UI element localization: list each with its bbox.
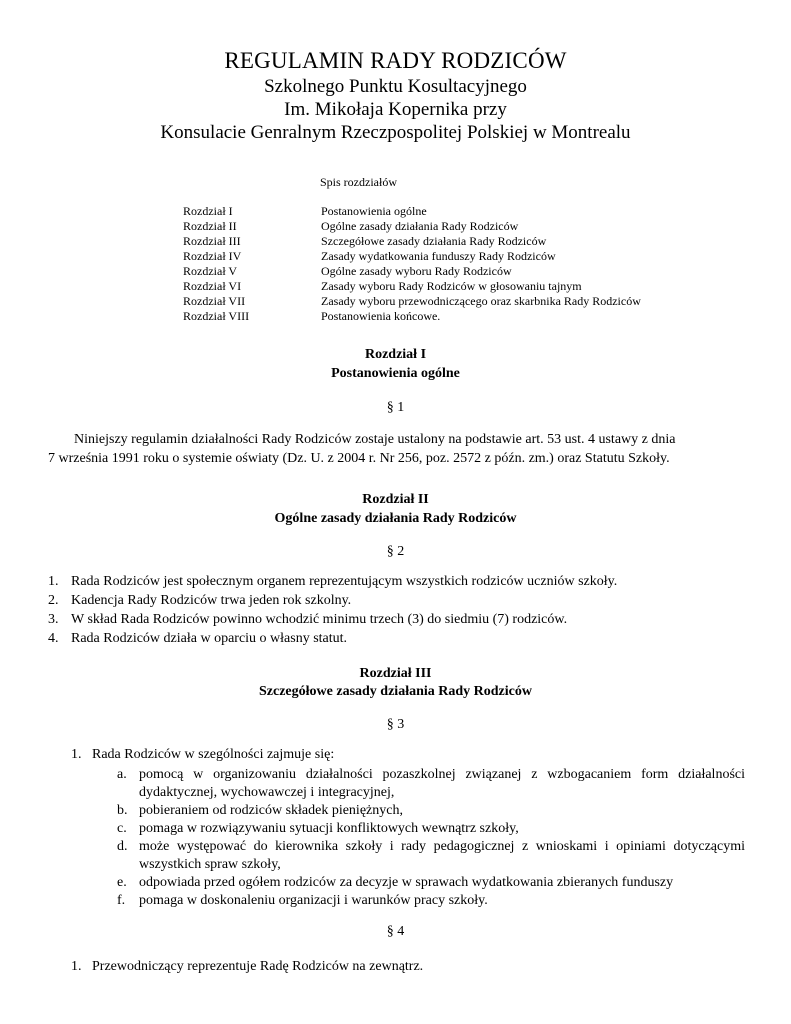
toc-row (183, 219, 641, 234)
toc-chapter-label: Szczegółowe zasady działania Rady Rodziców (321, 234, 547, 248)
toc-chapter-number: Rozdział VI (183, 279, 242, 293)
sublist-item-letter: d. (117, 839, 128, 854)
toc-chapter-label: Postanowienia ogólne (321, 204, 427, 218)
chapter-1-subheading: Postanowienia ogólne (331, 366, 460, 381)
sublist-item-text: pobieraniem od rodziców składek pieniężnych, (139, 803, 403, 818)
sublist-item-letter: f. (117, 893, 126, 908)
toc-chapter-label: Zasady wydatkowania funduszy Rady Rodziców (321, 249, 556, 263)
paragraph-mark-1: § 1 (386, 400, 405, 415)
paragraph-line-2: 7 września 1991 roku o systemie oświaty (Dz. U. z 2004 r. Nr 256, poz. 2572 z późn. zm.) oraz Statutu Szkoły. (48, 451, 670, 466)
toc-chapter-label: Zasady wyboru przewodniczącego oraz skarbnika Rady Rodziców (321, 294, 641, 308)
sublist-item-text: pomaga w rozwiązywaniu sytuacji konfliktowych wewnątrz szkoły, (139, 821, 519, 836)
list-item-text: Kadencja Rady Rodziców trwa jeden rok szkolny. (71, 593, 352, 608)
list-item-text: Rada Rodziców w szególności zajmuje się: (92, 747, 335, 762)
document-subtitle-2: Im. Mikołaja Kopernika przy (284, 99, 507, 120)
list-item (48, 572, 748, 591)
sublist-item-text: pomaga w doskonaleniu organizacji i warunków pracy szkoły. (139, 893, 488, 908)
document-subtitle-1: Szkolnego Punktu Kosultacyjnego (264, 76, 527, 97)
chapter-1-paragraph (48, 430, 758, 468)
toc-chapter-number: Rozdział I (183, 204, 233, 218)
list-item (71, 957, 751, 976)
sublist-item-letter: c. (117, 821, 127, 836)
list-item-number: 4. (48, 631, 59, 646)
chapter-3-subheading: Szczegółowe zasady działania Rady Rodziców (259, 684, 532, 699)
paragraph-mark-3: § 3 (386, 717, 405, 732)
paragraph-mark-4: § 4 (386, 924, 405, 939)
toc-chapter-number: Rozdział IV (183, 249, 242, 263)
sublist-item-letter: b. (117, 803, 128, 818)
toc-chapter-number: Rozdział II (183, 219, 237, 233)
list-item (48, 629, 748, 648)
sublist-item (117, 766, 745, 802)
chapter-2-heading: Rozdział II (362, 492, 429, 507)
toc-chapter-number: Rozdział III (183, 234, 241, 248)
sublist-item-text: odpowiada przed ogółem rodziców za decyzje w sprawach wydatkowania zbieranych funduszy (139, 875, 674, 890)
list-item-number: 1. (71, 747, 82, 762)
sublist-item (117, 820, 745, 838)
chapter-3-list (71, 745, 751, 764)
chapter-2-list (48, 572, 748, 648)
list-item-text: Rada Rodziców jest społecznym organem reprezentującym wszystkich rodziców uczniów szkoły. (71, 574, 618, 589)
chapter-1-heading: Rozdział I (364, 347, 427, 362)
toc-chapter-number: Rozdział V (183, 264, 238, 278)
document-subtitle-3: Konsulacie Genralnym Rzeczpospolitej Polskiej w Montrealu (160, 122, 631, 143)
toc-row (183, 234, 641, 249)
list-item-text: W skład Rada Rodziców powinno wchodzić minimu trzech (3) do siedmiu (7) rodziców. (71, 612, 568, 627)
list-item-number: 2. (48, 593, 59, 608)
sublist-item (117, 874, 745, 892)
toc-chapter-number: Rozdział VIII (183, 309, 250, 323)
sublist-item-letter: a. (117, 767, 127, 782)
list-item (48, 591, 748, 610)
paragraph-4-list (71, 957, 751, 976)
list-item-text: Rada Rodziców działa w oparciu o własny statut. (71, 631, 348, 646)
list-item-number: 3. (48, 612, 59, 627)
toc-row (183, 249, 641, 264)
paragraph-line-1: Niniejszy regulamin działalności Rady Rodziców zostaje ustalony na podstawie art. 53 ust. 4 ustawy z dnia (74, 432, 676, 447)
toc-chapter-label: Ogólne zasady wyboru Rady Rodziców (321, 264, 512, 278)
paragraph-mark-2: § 2 (386, 544, 405, 559)
table-of-contents (183, 204, 641, 324)
list-item (71, 745, 751, 764)
toc-row (183, 279, 641, 294)
sublist-item-text: może występować do kierownika szkoły i rady pedagogicznej z wnioskami i opiniami dotyczącymi wszystkich spraw szkoły, (139, 839, 745, 872)
toc-row (183, 309, 641, 324)
chapter-3-sublist (117, 766, 745, 910)
toc-row (183, 204, 641, 219)
list-item-text: Przewodniczący reprezentuje Radę Rodziców na zewnątrz. (92, 959, 424, 974)
sublist-item (117, 892, 745, 910)
list-item-number: 1. (48, 574, 59, 589)
toc-title: Spis rozdziałów (320, 175, 397, 189)
sublist-item (117, 802, 745, 820)
sublist-item-text: pomocą w organizowaniu działalności pozaszkolnej związanej z wzbogacaniem form działalności dydaktycznej, wychowawczej i integracyjnej, (139, 767, 745, 800)
sublist-item (117, 838, 745, 874)
chapter-3-heading: Rozdział III (359, 666, 432, 681)
toc-row (183, 264, 641, 279)
list-item-number: 1. (71, 959, 82, 974)
toc-chapter-number: Rozdział VII (183, 294, 246, 308)
toc-chapter-label: Postanowienia końcowe. (321, 309, 441, 323)
chapter-2-subheading: Ogólne zasady działania Rady Rodziców (274, 511, 517, 526)
sublist-item-letter: e. (117, 875, 127, 890)
document-title: REGULAMIN RADY RODZICÓW (224, 48, 567, 73)
toc-chapter-label: Zasady wyboru Rady Rodziców w głosowaniu tajnym (321, 279, 582, 293)
list-item (48, 610, 748, 629)
toc-chapter-label: Ogólne zasady działania Rady Rodziców (321, 219, 519, 233)
toc-row (183, 294, 641, 309)
